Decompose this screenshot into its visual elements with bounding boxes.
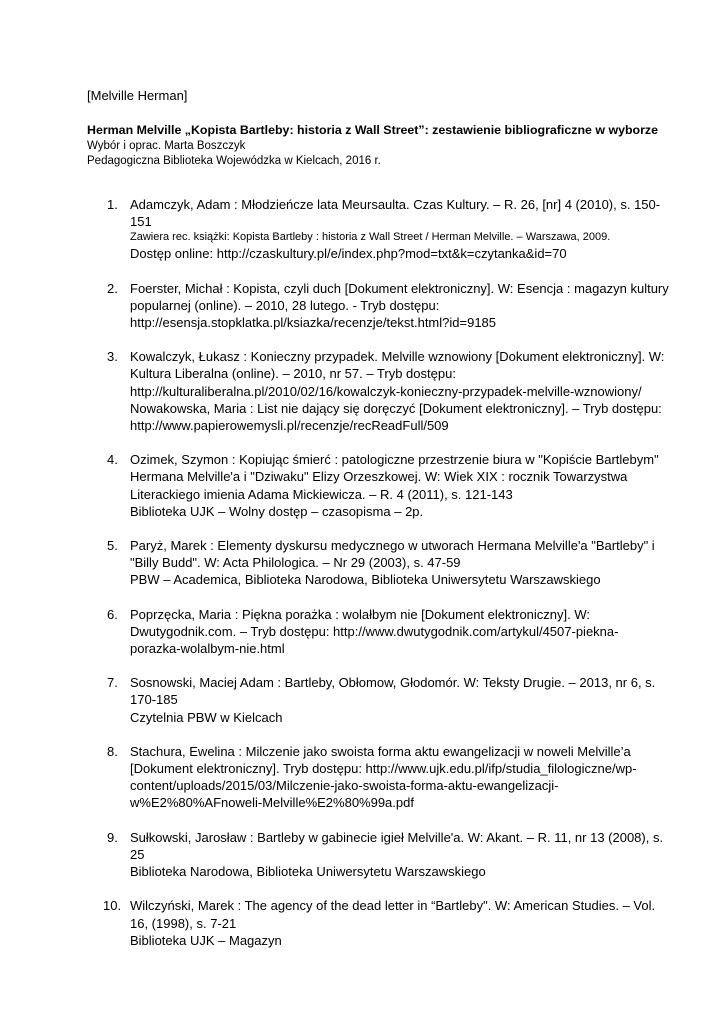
entry-line: Czytelnia PBW w Kielcach (130, 709, 283, 725)
entry-line: Biblioteka UJK – Wolny dostęp – czasopisma – 2p. (130, 503, 424, 519)
entry-number: 5. (107, 538, 118, 554)
bibliography-entry (87, 537, 655, 589)
entry-line: Nowakowska, Maria : List nie dający się doręczyć [Dokument elektroniczny]. – Tryb dostępu: (130, 400, 662, 416)
entry-access-line: Dostęp online: http://czaskultury.pl/e/index.php?mod=txt&k=czytanka&id=70 (130, 246, 567, 262)
entry-line: Sułkowski, Jarosław : Bartleby w gabinecie igieł Melville'a. W: Akant. – R. 11, nr 13 (2008), s. (130, 829, 664, 845)
entry-number: 6. (107, 606, 118, 622)
entry-number: 3. (107, 349, 118, 365)
entry-line: PBW – Academica, Biblioteka Narodowa, Biblioteka Uniwersytetu Warszawskiego (130, 572, 601, 588)
entry-line: Wilczyński, Marek : The agency of the dead letter in “Bartleby". W: American Studies. – Vol. (130, 898, 656, 914)
entry-line: Stachura, Ewelina : Milczenie jako swoista forma aktu ewangelizacji w noweli Melville’a (130, 743, 631, 759)
document-title: Herman Melville „Kopista Bartleby: historia z Wall Street”: zestawienie bibliograficzne w wyborze (87, 123, 659, 137)
entry-number: 1. (107, 197, 118, 212)
entry-line: http://esensja.stopklatka.pl/ksiazka/recenzje/tekst.html?id=9185 (130, 315, 497, 331)
bibliography-entry (87, 743, 647, 812)
bibliography-entry (87, 280, 669, 332)
entry-line: Dwutygodnik.com. – Tryb dostępu: http://www.dwutygodnik.com/artykul/4507-piekna- (130, 623, 619, 639)
entry-line: [Dokument elektroniczny]. Tryb dostępu: http://www.ujk.edu.pl/ifp/studia_filologiczne/wp- (130, 761, 637, 777)
entry-line: Biblioteka UJK – Magazyn (130, 932, 282, 948)
entry-number: 8. (107, 743, 118, 759)
entry-line: Adamczyk, Adam : Młodzieńcze lata Meursaulta. Czas Kultury. – R. 26, [nr] 4 (2010), s. 150- (130, 197, 661, 212)
entry-line: w%E2%80%AFnoweli-Melville%E2%80%99a.pdf (130, 795, 414, 811)
entry-line: Biblioteka Narodowa, Biblioteka Uniwersytetu Warszawskiego (130, 864, 486, 880)
author-tag: [Melville Herman] (87, 88, 188, 103)
entry-number: 9. (107, 829, 118, 845)
entry-line: Hermana Melville'a i "Dziwaku" Elizy Orzeszkowej. W: Wiek XIX : rocznik Towarzystwa (130, 469, 628, 485)
entry-line: Poprzęcka, Maria : Piękna porażka : wolałbym nie [Dokument elektroniczny]. W: (130, 606, 591, 622)
publisher: Pedagogiczna Biblioteka Wojewódzka w Kielcach, 2016 r. (87, 155, 381, 167)
entry-line: 151 (130, 214, 152, 230)
entry-number: 4. (107, 452, 118, 468)
entry-line: porazka-wolalbym-nie.html (130, 641, 285, 657)
compiled-by: Wybór i oprac. Marta Boszczyk (87, 140, 246, 152)
entry-line: Kultura Liberalna (online). – 2010, nr 57. – Tryb dostępu: (130, 366, 456, 382)
bibliography-list (87, 196, 669, 966)
bibliography-entry (87, 196, 661, 263)
bibliography-entry (87, 606, 647, 658)
entry-line: http://www.papierowemysli.pl/recenzje/recReadFull/509 (130, 418, 449, 434)
bibliography-entry (87, 451, 659, 520)
entry-number: 2. (107, 280, 118, 296)
bibliography-entry (87, 674, 656, 726)
entry-number: 7. (107, 675, 118, 691)
entry-line: Literackiego imienia Adama Mickiewicza. – R. 4 (2011), s. 121-143 (130, 486, 513, 502)
document-header (87, 122, 659, 169)
entry-line: content/uploads/2015/03/Milczenie-jako-swoista-forma-aktu-ewangelizacji- (130, 778, 559, 794)
bibliography-entry (87, 897, 656, 949)
entry-note: Zawiera rec. książki: Kopista Bartleby : historia z Wall Street / Herman Melville. – Warszawa, 2009. (130, 231, 611, 244)
entry-line: Sosnowski, Maciej Adam : Bartleby, Obłomow, Głodomór. W: Teksty Drugie. – 2013, nr 6, s. (130, 675, 656, 691)
entry-number: 10. (103, 898, 122, 914)
bibliography-entry (87, 348, 665, 434)
entry-line: Paryż, Marek : Elementy dyskursu medycznego w utworach Hermana Melville'a "Bartleby" i (130, 538, 655, 554)
entry-line: 16, (1998), s. 7-21 (130, 915, 237, 931)
entry-line: popularnej (online). – 2010, 28 lutego. - Tryb dostępu: (130, 297, 440, 313)
entry-line: 25 (130, 846, 145, 862)
entry-line: 170-185 (130, 692, 178, 708)
entry-line: http://kulturaliberalna.pl/2010/02/16/kowalczyk-konieczny-przypadek-melville-wznowiony/ (130, 383, 642, 399)
entry-line: Kowalczyk, Łukasz : Konieczny przypadek. Melville wznowiony [Dokument elektroniczny]. W: (130, 349, 665, 365)
entry-line: "Billy Budd". W: Acta Philologica. – Nr 29 (2003), s. 47-59 (130, 555, 461, 571)
entry-line: Ozimek, Szymon : Kopiując śmierć : patologiczne przestrzenie biura w "Kopiście Bartlebym" (130, 452, 659, 468)
bibliography-entry (87, 829, 664, 881)
entry-line: Foerster, Michał : Kopista, czyli duch [Dokument elektroniczny]. W: Esencja : magazyn kultury (130, 280, 669, 296)
